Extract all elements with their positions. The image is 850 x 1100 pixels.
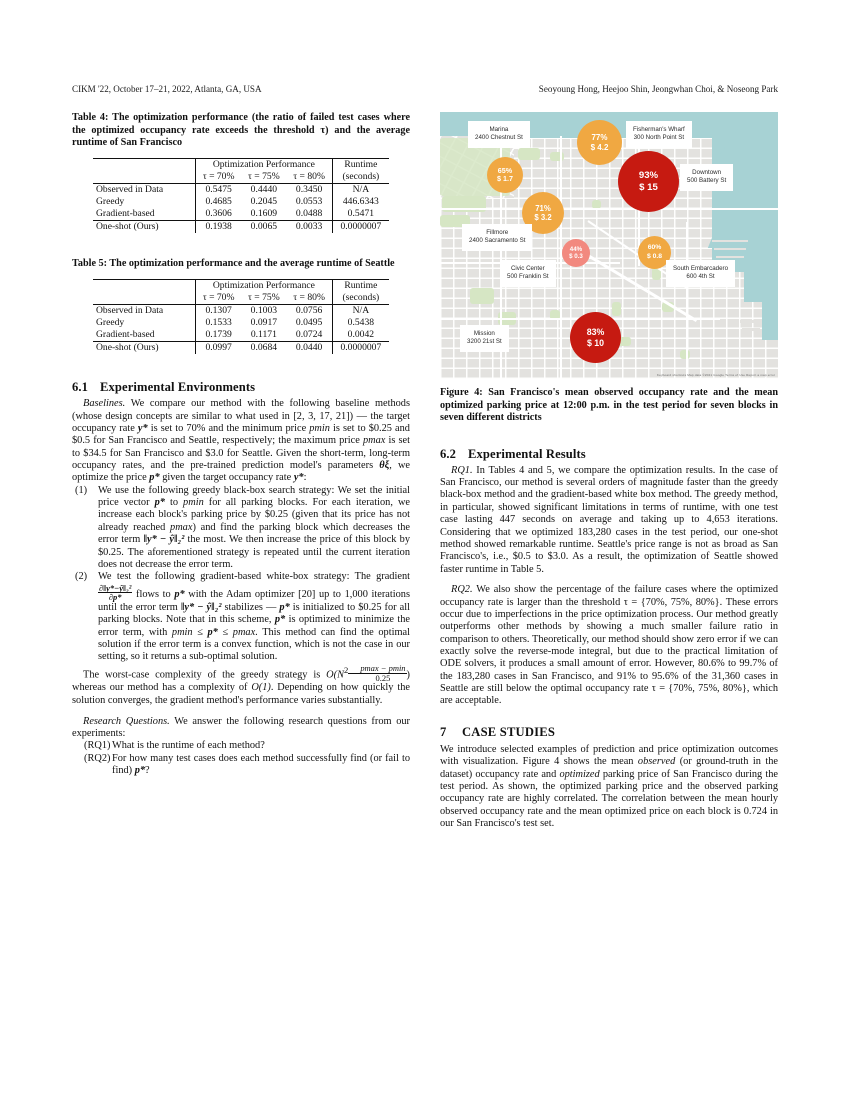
table4-row1-v3: 446.6343 [332, 196, 389, 208]
table4-ours-v3: 0.0000007 [332, 220, 389, 233]
pmin-symbol: pmin [309, 423, 330, 435]
table4-row2-v0: 0.3606 [196, 208, 242, 221]
y-star-symbol-2: y* [293, 472, 304, 484]
map-label-downtown-district: Downtown [692, 169, 722, 176]
right-column [440, 112, 778, 830]
table4-row2-v2: 0.0488 [295, 208, 323, 220]
map-label-marina-address: 2400 Chestnut St [475, 134, 523, 142]
table4-group-header-performance: Optimization Performance [196, 158, 333, 171]
table4-caption: Table 4: The optimization performance (the ratio of failed test cases where the optimized occupancy rate exceeds the threshold τ) and the average runtime of San Francisco [72, 112, 410, 149]
table5-row1-v1: 0.0917 [250, 317, 278, 329]
step2-marker: (2) [75, 571, 88, 583]
rq2-body: We also show the percentage of the failure cases where the optimized occupancy rate is larger than the threshold τ = {70%, 75%, 80%}. These errors occur due to imperfections in the price optimization process. Our method greatly outperforms other methods by showing a much smaller failure ratio in comparison to others. Theoretically, our method should show zero error if we can exactly solve the reverse-mode integral, but due to the practical limitation of ODE solvers, it produces a small amount of error. However, 80.6% to 99.7% of the 183,280 cases in San Francisco, and 91% to 95.6% of the 31,360 cases in Seattle are still below the optimal occupancy rate τ = {70%, 75%, 80%}, which are acceptable. [440, 584, 778, 707]
table5 [93, 279, 389, 358]
rq2-lead: RQ2. [451, 584, 473, 596]
map-bubble-south-embarcadero-price: $ 0.8 [646, 252, 663, 260]
step1-e: the most. We then increase the price of this block by $0.25. The aforementioned strategy is repeated until the current iteration does not decrease the error term. [98, 534, 410, 570]
baselines-paragraph [72, 398, 410, 484]
rq1-body: In Tables 4 and 5, we compare the optimization results. In the case of San Francisco, our method is several orders of magnitude faster than the greedy black-box method and the gradient-based white box method. The greedy method, in particular, showed significant limitations in terms of runtime, with one test case lasting 447 seconds on average and taking up to 4,653 iterations. Considering that we optimized 183,280 cases in the test period, our one-shot method showed remarkable runtime. Seattle's price range is not as broad as San Francisco's, i.e., $0.5 to $3.0. As a result, the optimization of Seattle showed faster runtime in Table 5. [440, 464, 778, 575]
section-7-title: CASE STUDIES [462, 724, 556, 739]
step2-a: We test the following gradient-based white-box strategy: The gradient [98, 571, 410, 583]
section-7-heading [440, 725, 778, 740]
step2-d: stabilizes — [221, 601, 280, 613]
error-norm-s2: ‖y* − ŷ‖₂² [180, 601, 222, 613]
step2-b: flows to [132, 588, 175, 600]
running-head-right: Seoyoung Hong, Heejoo Shin, Jeongwhan Choi, & Noseong Park [538, 84, 778, 94]
table5-row2-v3: 0.0042 [332, 329, 389, 342]
table5-ours-label: One-shot (Ours) [93, 341, 196, 354]
table-row [93, 304, 389, 317]
table4-row2-label: Gradient-based [96, 208, 155, 220]
p-star-symbol-s2d: p* [207, 626, 218, 638]
table5-bottom-rule [93, 354, 389, 358]
table4 [93, 158, 389, 237]
map-park-small-5 [612, 302, 621, 316]
table4-ours-v2: 0.0033 [286, 220, 332, 233]
map-canvas [440, 112, 778, 379]
baselines-text-g: : [303, 472, 307, 484]
table5-ours-v2: 0.0440 [286, 341, 332, 354]
table4-bottom-rule [93, 233, 389, 237]
map-label-civic-center-district: Civic Center [510, 265, 545, 272]
baselines-lead: Baselines. [83, 398, 126, 410]
map-bubble-mission-occupancy: 83% [586, 327, 605, 338]
baselines-text-f: given the target occupancy rate [159, 472, 294, 484]
table4-row2-v1: 0.1609 [250, 208, 278, 220]
table5-row0-v1: 0.1003 [241, 304, 286, 317]
map-label-fillmore-address: 2400 Sacramento St [469, 237, 526, 245]
table5-row2-v0: 0.1739 [196, 329, 242, 342]
rq2-text-a: For how many test cases does each method successfully find (or fail to find) [112, 752, 410, 776]
map-water-east-3 [762, 294, 778, 340]
table4-subheader-row [93, 171, 389, 184]
table5-row1-label: Greedy [96, 317, 125, 329]
section-6-1-title: Experimental Environments [100, 380, 256, 395]
map-embarcadero [686, 222, 688, 379]
table5-subheader-tau70: τ = 70% [196, 292, 242, 305]
table4-subheader-tau70: τ = 70% [196, 171, 242, 184]
baselines-text-e: , we optimize the price [72, 460, 411, 484]
p-star-symbol: p* [149, 472, 160, 484]
table5-row2-v2: 0.0724 [295, 329, 323, 341]
map-label-civic-center-address: 500 Franklin St [507, 273, 549, 281]
list-item [72, 485, 410, 571]
step2-c: with the Adam optimizer [20] up to 1,000 iterations until the error term [98, 588, 410, 613]
table5-ours-v0: 0.0997 [196, 341, 242, 354]
step1-c: for all parking blocks. For each iteration, we increase each block's parking price by $0.25 (given that its price has not already reached [98, 497, 410, 533]
map-label-fishermans-wharf-district: Fisherman's Wharf [633, 126, 685, 133]
map-bubble-mission-price: $ 10 [586, 337, 605, 348]
research-question-list [72, 740, 410, 777]
map-park-fortmason [518, 148, 540, 160]
table5-ours-v1: 0.0684 [241, 341, 286, 354]
pmax-symbol-s1: pmax [170, 521, 193, 533]
map-label-fishermans-wharf [626, 121, 692, 148]
p-star-symbol-s2c: p* [274, 614, 286, 626]
table5-subheader-seconds: (seconds) [332, 292, 389, 305]
table5-row0-v2: 0.0756 [286, 304, 332, 317]
table4-row0-v0: 0.5475 [196, 183, 242, 196]
table5-row0-v0: 0.1307 [196, 304, 242, 317]
table5-row-ours [93, 341, 389, 354]
baselines-text-d: is set to $34.5 for San Francisco and $3.0 for Seattle. Given the short-term, long-term occupancy rates, and the pre-trained prediction model's parameters [72, 435, 410, 472]
p-star-symbol-s1: p* [154, 497, 165, 509]
case-studies-em-optimized: optimized [559, 768, 600, 780]
table-row [93, 183, 389, 196]
table5-subheader-row [93, 292, 389, 305]
table-row [93, 317, 389, 329]
step2-e: is initialized to $0.25 for all parking blocks. Note that in this scheme, [98, 601, 411, 626]
complexity-exponent: 2 [344, 664, 349, 675]
step2-f: is optimized to minimize the error term, with [98, 614, 410, 638]
case-studies-a: We introduce selected examples of prediction and price optimization outcomes with visualization. Figure 4 shows the mean [440, 743, 778, 768]
rq2-marker: (RQ2) [84, 752, 111, 764]
rq1-paragraph [440, 465, 778, 576]
map-bubble-downtown-occupancy: 93% [638, 170, 659, 182]
table4-wrap [72, 158, 410, 237]
map-attribution: Keyboard shortcuts Map data ©2021 Google Terms of Use Report a map error [656, 373, 775, 377]
step2-h: ≤ [217, 626, 233, 638]
section-6-1-heading [72, 380, 410, 395]
figure-4-caption: Figure 4: San Francisco's mean observed occupancy rate and the mean optimized parking price at 12:00 p.m. in the test period for seven blocks in seven different districts [440, 387, 778, 424]
running-head-left: CIKM '22, October 17–21, 2022, Atlanta, GA, USA [72, 84, 262, 94]
table4-ours-label: One-shot (Ours) [93, 220, 196, 233]
map-bubble-civic-center-price: $ 0.3 [569, 253, 583, 260]
rq1-marker: (RQ1) [84, 740, 111, 752]
complexity-O: O(N [326, 668, 344, 680]
table4-row1-v0: 0.4685 [196, 196, 242, 208]
rq1-lead: RQ1. [451, 464, 473, 476]
table4-subheader-tau80: τ = 80% [293, 171, 325, 183]
step1-d: ) and find the parking block which decreases the error term [98, 521, 410, 546]
complexity-b: ) whereas our method has a complexity of [72, 668, 410, 694]
map-label-civic-center [500, 260, 556, 287]
list-item [72, 571, 410, 663]
table4-row0-v3: N/A [332, 183, 389, 196]
map-bubble-civic-center-occupancy: 44% [569, 245, 583, 253]
table4-ours-v1: 0.0065 [241, 220, 286, 233]
map-geary-blvd [440, 208, 778, 210]
step2-i: . This method can find the optimal solution if the error term is a convex function, which is not the case in our setting, so it returns a sub-optimal solution. [98, 626, 410, 663]
map-label-mission [460, 325, 509, 352]
map-bubble-fishermans-wharf[interactable] [577, 120, 622, 165]
complexity-fraction [348, 664, 406, 682]
baselines-text-a: We compare our method with the following baseline methods (whose design concepts are similar to what used in [2, 3, 17, 21]) — the target occupancy rate [72, 398, 410, 435]
map-label-downtown-address: 500 Battery St [687, 177, 727, 185]
y-star-symbol: y* [137, 423, 148, 435]
case-studies-paragraph [440, 744, 778, 830]
map-label-south-embarcadero-district: South Embarcadero [673, 265, 729, 272]
baselines-text-b: is set to 70% and the minimum price [147, 423, 310, 435]
map-bubble-downtown[interactable] [618, 151, 679, 212]
table5-row1-v3: 0.5438 [332, 317, 389, 329]
step1-a: We use the following greedy black-box search strategy: We set the initial price vector [98, 484, 410, 509]
rq2-text-b: ? [145, 764, 150, 776]
complexity-frac-den: 0.25 [375, 672, 391, 683]
table4-row0-label: Observed in Data [93, 183, 196, 196]
left-column [72, 112, 410, 777]
table-row [93, 196, 389, 208]
baselines-text-c: is set to $0.25 and $0.5 for San Francisco and Seattle, respectively; the maximum price [72, 423, 410, 447]
map-label-south-embarcadero-address: 600 4th St [686, 273, 715, 281]
table-row [93, 208, 389, 221]
map-bubble-fillmore-occupancy: 71% [535, 203, 551, 213]
complexity-O1: O(1) [251, 682, 271, 694]
map-bubble-fishermans-wharf-occupancy: 77% [591, 133, 608, 143]
map-label-south-embarcadero [666, 260, 735, 287]
table5-row2-label: Gradient-based [96, 329, 155, 341]
table4-row0-v1: 0.4440 [241, 183, 286, 196]
theta-symbol: θξ [379, 460, 390, 472]
complexity-c: . Depending on how quickly the solution converges, the gradient method's performance varies substantially. [72, 682, 410, 706]
list-item [72, 740, 410, 752]
map-park-small-8 [680, 350, 690, 359]
rq1-text: What is the runtime of each method? [112, 740, 265, 752]
map-label-fillmore-district: Fillmore [486, 229, 509, 236]
step2-g: ≤ [192, 626, 208, 638]
step1-b: to [164, 497, 184, 509]
strategy-list [72, 485, 410, 664]
table5-row1-v2: 0.0495 [295, 317, 323, 329]
rq2-paragraph [440, 584, 778, 707]
section-6-2-heading [440, 447, 778, 462]
table5-row1-v0: 0.1533 [196, 317, 242, 329]
rq-lead: Research Questions. [83, 715, 170, 727]
table-row [93, 329, 389, 342]
map-label-downtown [680, 164, 733, 191]
complexity-frac-num: pmax − pmin [348, 664, 406, 674]
table4-row1-label: Greedy [96, 196, 125, 208]
map-bubble-downtown-price: $ 15 [639, 181, 658, 193]
map-bubble-marina-occupancy: 65% [497, 165, 513, 175]
table5-row2-v1: 0.1171 [250, 329, 277, 341]
running-head [72, 84, 778, 98]
table5-header-group-row [93, 279, 389, 292]
research-questions-paragraph [72, 716, 410, 741]
case-studies-b: (or ground-truth in the dataset) occupancy rate and [440, 756, 779, 780]
section-7-number: 7 [440, 724, 447, 739]
table5-row0-label: Observed in Data [93, 304, 196, 317]
case-studies-em-observed: observed [637, 756, 676, 768]
table5-ours-v3: 0.0000007 [332, 341, 389, 354]
error-norm-s1: ‖y* − ŷ‖₂² [143, 534, 185, 546]
section-6-2-title: Experimental Results [468, 446, 586, 461]
table4-subheader-seconds: (seconds) [332, 171, 389, 184]
map-label-mission-address: 3200 21st St [467, 338, 502, 346]
pmax-symbol-s2: pmax [232, 626, 256, 638]
map-pier-5 [742, 328, 760, 331]
table4-row0-v2: 0.3450 [286, 183, 332, 196]
table4-header-group-row [93, 158, 389, 171]
figure-4-map [440, 112, 778, 379]
map-bubble-civic-center[interactable] [562, 239, 590, 267]
table4-row1-v2: 0.0553 [295, 196, 323, 208]
map-bubble-marina[interactable] [487, 157, 523, 193]
map-water-east-2 [744, 232, 778, 302]
step1-marker: (1) [75, 484, 88, 496]
section-6-1-number: 6.1 [72, 380, 89, 395]
map-label-mission-district: Mission [473, 330, 495, 337]
map-label-fillmore [462, 224, 532, 251]
complexity-a: The worst-case complexity of the greedy strategy is [83, 668, 327, 680]
table5-row0-v3: N/A [332, 304, 389, 317]
map-label-fishermans-wharf-address: 300 North Point St [633, 134, 685, 142]
table4-group-header-runtime: Runtime [332, 158, 389, 171]
map-bubble-fishermans-wharf-price: $ 4.2 [590, 142, 609, 152]
table4-subheader-tau75: τ = 75% [248, 171, 280, 183]
table5-group-header-performance: Optimization Performance [196, 279, 333, 292]
table5-subheader-tau80: τ = 80% [293, 292, 325, 304]
map-bubble-fillmore-price: $ 3.2 [534, 213, 552, 222]
pmax-symbol: pmax [362, 435, 386, 447]
map-pier-2 [714, 248, 746, 250]
rq-intro: We answer the following research questions from our experiments: [72, 715, 410, 739]
map-bubble-south-embarcadero-occupancy: 60% [647, 244, 662, 252]
table5-group-header-runtime: Runtime [332, 279, 389, 292]
table4-row1-v1: 0.2045 [250, 196, 278, 208]
p-star-symbol-rq2: p* [134, 764, 146, 776]
p-star-symbol-s2b: p* [279, 601, 290, 613]
map-label-marina [468, 121, 530, 148]
table4-row2-v3: 0.5471 [332, 208, 389, 221]
case-studies-c: parking price of San Francisco during the test period. As shown, the optimized parking price and the observed parking occupancy rate are highly correlated. The correlation between the mean hourly observed occupancy rate and the mean optimized price on each block is 0.724 in our San Francisco's test set. [440, 768, 778, 829]
p-star-symbol-s2: p* [174, 588, 185, 600]
map-pier-3 [716, 256, 744, 258]
map-park-buenavista [470, 288, 494, 304]
list-item [72, 753, 410, 778]
table5-subheader-tau75: τ = 75% [248, 292, 280, 304]
map-bubble-marina-price: $ 1.7 [497, 174, 513, 183]
map-label-marina-district: Marina [489, 126, 509, 133]
section-6-2-number: 6.2 [440, 446, 457, 461]
gradient-numerator: ∂‖y*−ŷ‖₂² [99, 582, 132, 593]
map-pier-1 [712, 240, 748, 242]
complexity-paragraph [72, 664, 410, 708]
map-bubble-mission[interactable] [570, 312, 621, 363]
table5-caption: Table 5: The optimization performance and the average runtime of Seattle [72, 258, 395, 270]
map-pier-4 [740, 320, 760, 323]
table5-wrap [72, 279, 410, 358]
table4-row-ours [93, 220, 389, 233]
pmin-symbol-s1: pmin [183, 497, 204, 509]
gradient-fraction [98, 584, 132, 602]
pmin-symbol-s2: pmin [171, 626, 193, 638]
table4-ours-v0: 0.1938 [196, 220, 242, 233]
gradient-denominator: ∂p* [108, 592, 122, 603]
